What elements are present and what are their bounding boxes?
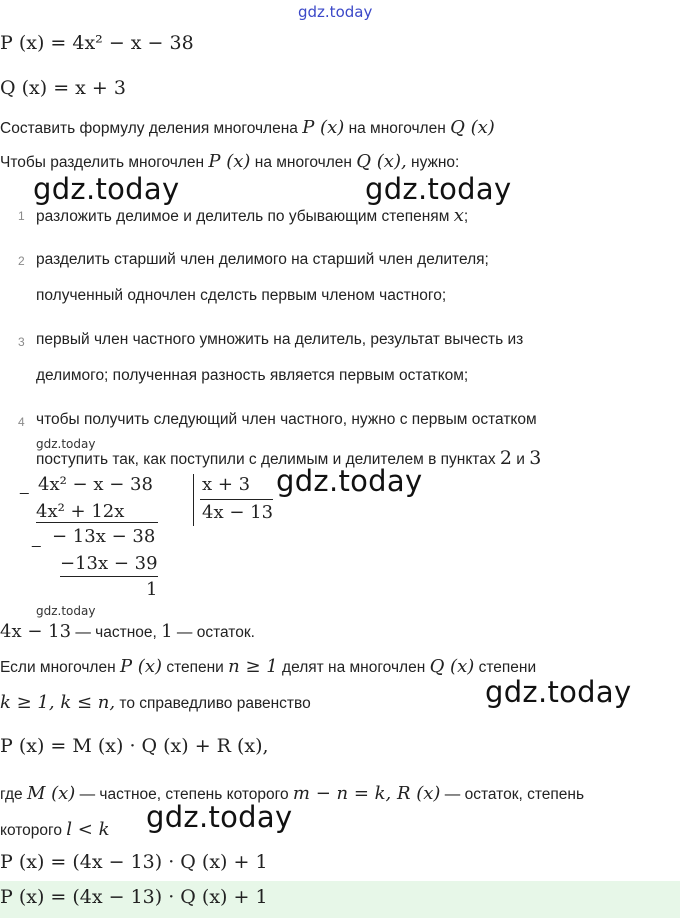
final-equation: P (x) = (4x − 13) · Q (x) + 1: [0, 851, 268, 873]
division-quotient: 4x − 13: [202, 502, 274, 523]
division-subtrahend-2: −13x − 39: [60, 553, 158, 574]
step-3-line1: первый член частного умножить на делитель, результат вычесть из: [36, 331, 524, 348]
theorem-b2: — частное, степень которого: [79, 786, 289, 803]
formula-q: Q (x) = x + 3: [0, 77, 126, 99]
watermark-small-2: gdz.today: [36, 604, 96, 618]
step-number: 2: [18, 254, 25, 268]
result-line: [0, 621, 255, 642]
step-4-b: 3: [529, 447, 542, 469]
step-3-line2: делимого; полученная разность является первым остатком;: [36, 367, 469, 384]
intro-mid: на многочлен: [254, 154, 352, 171]
theorem-a1: Если многочлен: [0, 659, 116, 676]
theorem-n: n ≥ 1: [228, 656, 278, 677]
result-text-2: — остаток.: [176, 624, 255, 641]
intro-text: Чтобы разделить многочлен: [0, 154, 205, 171]
task-mid: на многочлен: [348, 120, 446, 137]
answer-box: [0, 881, 680, 918]
watermark-3: gdz.today: [276, 464, 423, 498]
result-remainder: 1: [161, 621, 173, 642]
task-text: Составить формулу деления многочлена: [0, 120, 298, 137]
task-p: P (x): [302, 117, 345, 138]
division-line-1: [36, 522, 158, 523]
theorem-line-2: [0, 692, 311, 713]
division-subtrahend-1: 4x² + 12x: [36, 501, 125, 522]
theorem-k: k ≥ 1, k ≤ n,: [0, 692, 116, 713]
division-divisor: x + 3: [202, 474, 251, 495]
step-2-line1: разделить старший член делимого на старший член делителя;: [36, 251, 489, 268]
division-remainder-final: 1: [146, 579, 158, 600]
theorem-m: M (x): [26, 783, 76, 804]
division-remainder-1: − 13x − 38: [52, 526, 156, 547]
step-4-and: и: [516, 451, 525, 468]
division-divisor-line: [200, 499, 273, 500]
answer-equation: P (x) = (4x − 13) · Q (x) + 1: [0, 886, 268, 908]
division-dividend: 4x² − x − 38: [38, 474, 153, 495]
division-minus-2: _: [32, 531, 41, 548]
intro-q: Q (x),: [356, 151, 407, 172]
theorem-mn: m − n = k, R (x): [292, 783, 441, 804]
theorem-a2: степени: [166, 659, 224, 676]
division-vertical-bar: [193, 474, 194, 526]
step-1-end: ;: [463, 208, 469, 225]
division-minus-1: _: [20, 478, 29, 495]
step-4-line1: чтобы получить следующий член частного, нужно с первым остатком: [36, 411, 537, 428]
watermark-5: gdz.today: [146, 800, 293, 834]
theorem-a3: делят на многочлен: [282, 659, 426, 676]
task-line: [0, 117, 495, 138]
theorem-a5: то справедливо равенство: [119, 695, 311, 712]
intro-p: P (x): [208, 151, 251, 172]
theorem-a4: степени: [478, 659, 537, 676]
intro-line: [0, 151, 459, 172]
step-number: 4: [18, 415, 25, 429]
step-4-text: поступить так, как поступили с делимым и делителем в пунктах: [36, 451, 496, 468]
theorem-p: P (x): [119, 656, 162, 677]
step-1-var: x: [453, 205, 464, 226]
theorem-lk: l < k: [66, 819, 110, 840]
watermark-top: gdz.today: [298, 3, 373, 21]
task-q: Q (x): [450, 117, 495, 138]
step-number: 1: [18, 209, 25, 223]
step-number: 3: [18, 335, 25, 349]
theorem-b3: — остаток, степень: [444, 786, 585, 803]
theorem-q: Q (x): [429, 656, 475, 677]
step-1-text: [36, 205, 468, 226]
theorem-line-4: [0, 819, 109, 840]
theorem-b1: где: [0, 786, 23, 803]
watermark-1: gdz.today: [33, 172, 180, 206]
theorem-line-1: [0, 656, 536, 677]
step-2-line2: полученный одночлен сделсть первым членом частного;: [36, 287, 447, 304]
step-1-line: разложить делимое и делитель по убывающим степеням: [36, 208, 450, 225]
watermark-small-1: gdz.today: [36, 437, 96, 451]
step-4-a: 2: [499, 447, 512, 469]
intro-tail: нужно:: [411, 154, 460, 171]
theorem-equation: P (x) = M (x) · Q (x) + R (x),: [0, 735, 269, 757]
result-quotient: 4x − 13: [0, 621, 72, 642]
result-text-1: — частное,: [75, 624, 157, 641]
formula-p: P (x) = 4x² − x − 38: [0, 32, 194, 54]
watermark-4: gdz.today: [485, 675, 632, 709]
watermark-2: gdz.today: [365, 172, 512, 206]
theorem-c1: которого: [0, 822, 62, 839]
division-line-2: [60, 576, 158, 577]
